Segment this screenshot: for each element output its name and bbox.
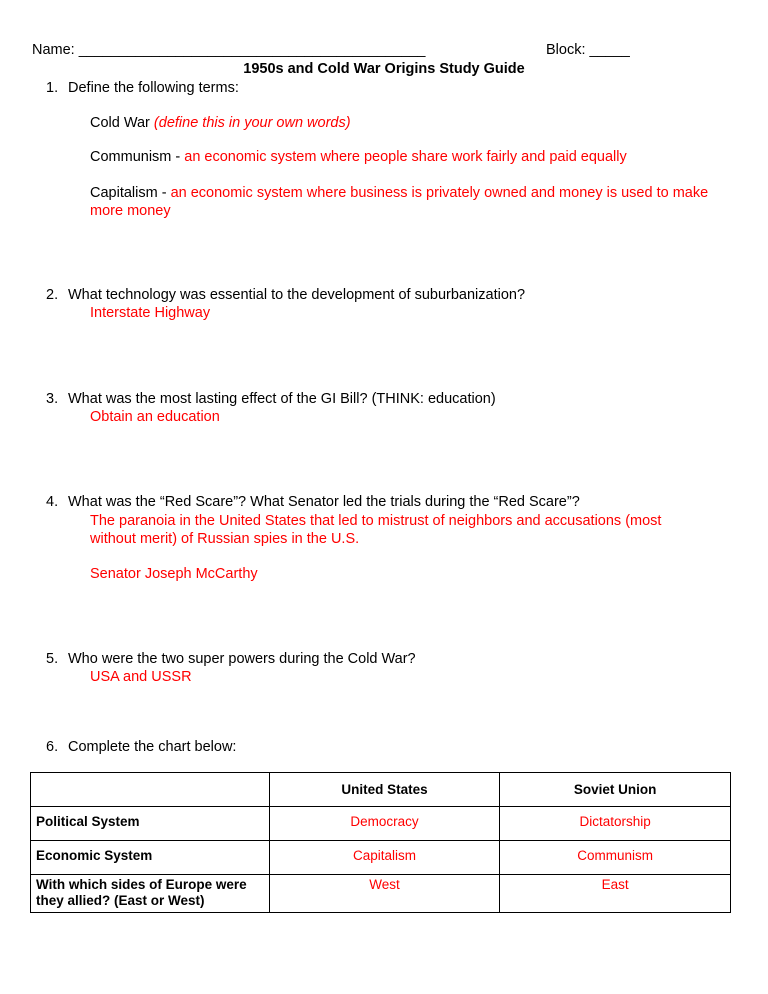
- term-communism: [90, 149, 627, 165]
- question-5-answer: USA and USSR: [90, 669, 192, 685]
- term-answer: (define this in your own words): [153, 115, 351, 131]
- question-6-prompt: Complete the chart below:: [68, 739, 237, 755]
- question-5-prompt: Who were the two super powers during the Cold War?: [68, 651, 416, 667]
- question-1-number: 1.: [46, 80, 59, 96]
- cell-us: Democracy: [269, 807, 500, 841]
- question-2-prompt: What technology was essential to the development of suburbanization?: [68, 287, 526, 303]
- question-4-prompt: What was the “Red Scare”? What Senator led the trials during the “Red Scare”?: [68, 494, 580, 510]
- term-label: Capitalism -: [90, 185, 167, 201]
- term-cold-war: [90, 115, 351, 131]
- term-answer: an economic system where business is privately owned and money is used to make more money: [90, 185, 709, 219]
- cell-ussr: Communism: [500, 841, 731, 875]
- cell-us: Capitalism: [269, 841, 500, 875]
- row-label: Political System: [31, 807, 270, 841]
- question-6-number: 6.: [46, 739, 59, 755]
- term-label: Cold War: [90, 115, 150, 131]
- question-5-number: 5.: [46, 651, 59, 667]
- question-3-answer: Obtain an education: [90, 409, 220, 425]
- cell-us: West: [269, 875, 500, 913]
- question-3-prompt: What was the most lasting effect of the GI Bill? (THINK: education): [68, 391, 496, 407]
- question-2-answer: Interstate Highway: [90, 305, 211, 321]
- table-header-row: [31, 773, 731, 807]
- cell-ussr: Dictatorship: [500, 807, 731, 841]
- page-title: 1950s and Cold War Origins Study Guide: [243, 61, 525, 77]
- comparison-table: [30, 772, 731, 913]
- table-header-united-states: United States: [269, 773, 500, 807]
- row-label: With which sides of Europe were they allied? (East or West): [31, 875, 270, 913]
- question-4-answer: The paranoia in the United States that led to mistrust of neighbors and accusations (most without merit) of Russian spies in the U.S.: [90, 513, 662, 547]
- question-4-number: 4.: [46, 494, 59, 510]
- question-1-prompt: Define the following terms:: [68, 80, 239, 96]
- question-2-number: 2.: [46, 287, 59, 303]
- table-row: [31, 807, 731, 841]
- table-header-soviet-union: Soviet Union: [500, 773, 731, 807]
- name-field-label: Name: ___________________________________________: [32, 42, 426, 58]
- block-field-label: Block: _____: [546, 42, 630, 58]
- table-row: [31, 841, 731, 875]
- table-header-empty: [31, 773, 270, 807]
- table-row: [31, 875, 731, 913]
- term-label: Communism -: [90, 149, 181, 165]
- row-label: Economic System: [31, 841, 270, 875]
- question-4-answer-senator: Senator Joseph McCarthy: [90, 566, 258, 582]
- question-3-number: 3.: [46, 391, 59, 407]
- term-capitalism: [90, 184, 710, 220]
- cell-ussr: East: [500, 875, 731, 913]
- term-answer: an economic system where people share work fairly and paid equally: [184, 149, 627, 165]
